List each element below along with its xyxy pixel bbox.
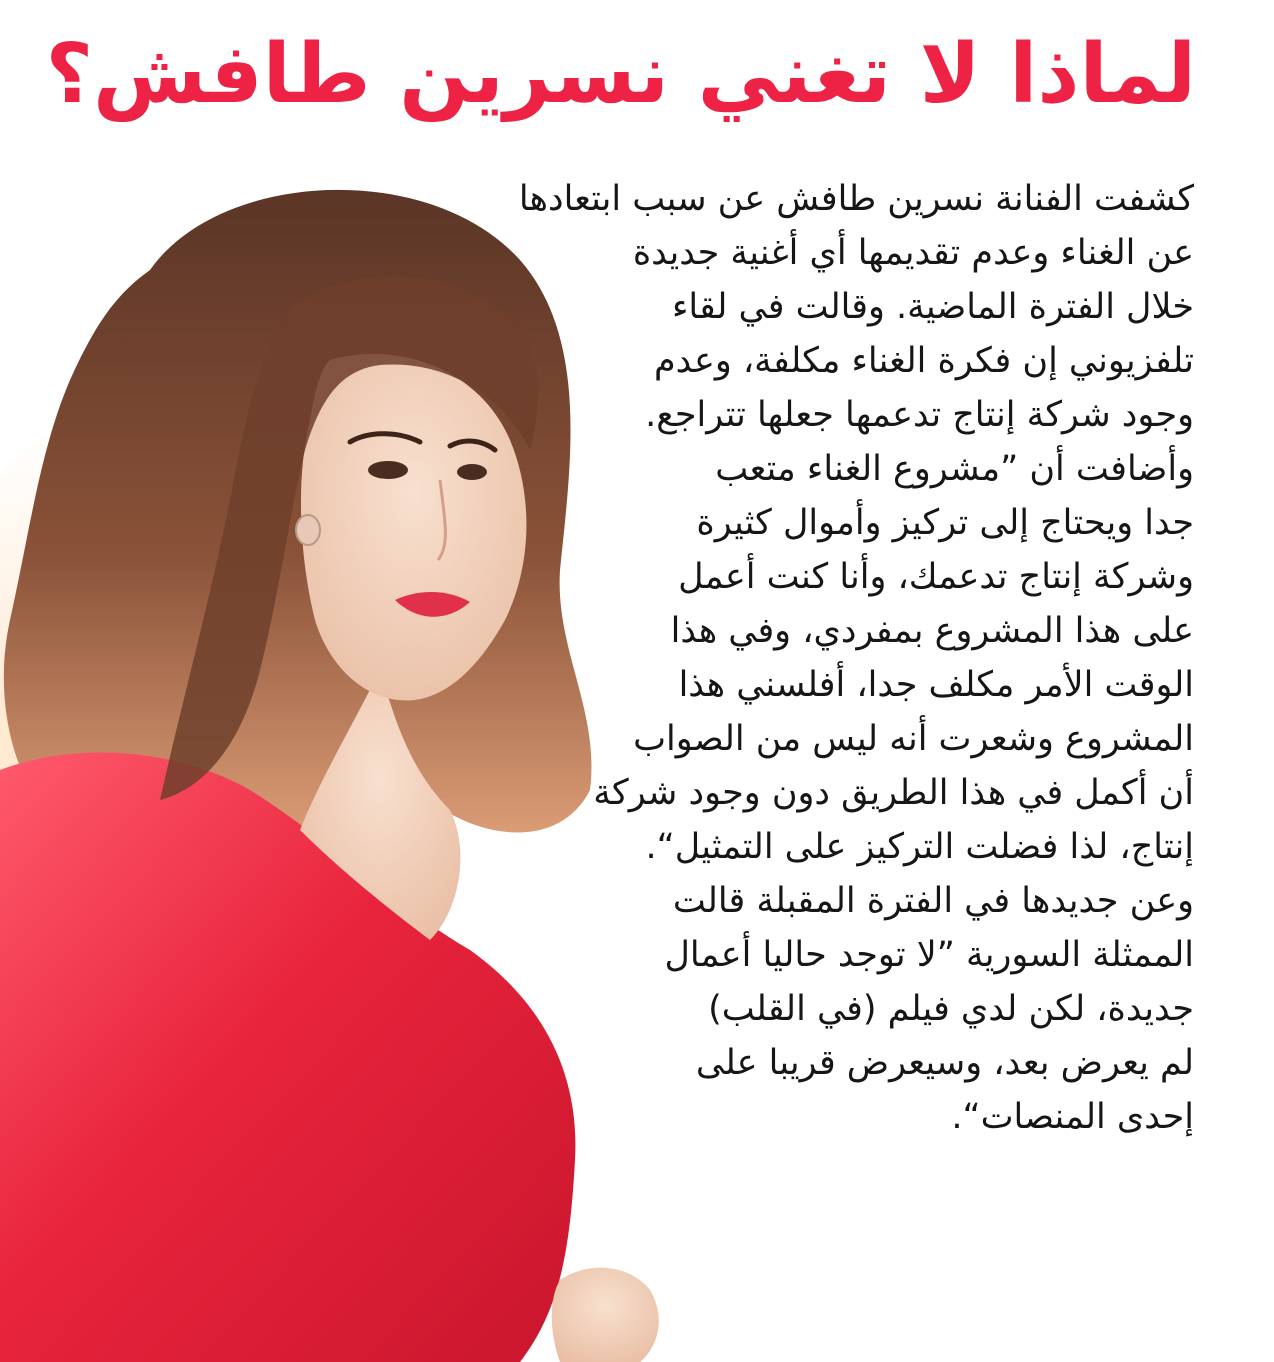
- body-line: إنتاج، لذا فضلت التركيز على التمثيل“.: [645, 827, 1194, 867]
- body-line: أن أكمل في هذا الطريق دون وجود شركة: [593, 773, 1194, 813]
- body-line: المشروع وشعرت أنه ليس من الصواب: [633, 719, 1194, 759]
- body-line: وأضافت أن ”مشروع الغناء متعب: [715, 449, 1194, 489]
- body-line: كشفت الفنانة نسرين طافش عن سبب ابتعادها: [518, 179, 1194, 219]
- right-eye: [457, 464, 487, 480]
- body-line: لم يعرض بعد، وسيعرض قريبا على: [695, 1043, 1194, 1083]
- hand: [552, 1268, 659, 1362]
- article-body: [494, 172, 1194, 1144]
- body-line: خلال الفترة الماضية. وقالت في لقاء: [671, 287, 1194, 327]
- body-line: وجود شركة إنتاج تدعمها جعلها تتراجع.: [645, 395, 1194, 435]
- body-line: على هذا المشروع بمفردي، وفي هذا: [670, 611, 1194, 651]
- left-eye: [368, 461, 408, 479]
- article-headline: لماذا لا تغني نسرين طافش؟: [45, 27, 1196, 122]
- body-line: الوقت الأمر مكلف جدا، أفلسني هذا: [678, 665, 1194, 705]
- body-line: جدا ويحتاج إلى تركيز وأموال كثيرة: [696, 503, 1194, 543]
- body-line: تلفزيوني إن فكرة الغناء مكلفة، وعدم: [653, 341, 1194, 381]
- body-line: إحدى المنصات“.: [951, 1097, 1194, 1137]
- body-line: الممثلة السورية ”لا توجد حاليا أعمال: [664, 935, 1194, 975]
- earring: [296, 515, 320, 545]
- body-line: وشركة إنتاج تدعمك، وأنا كنت أعمل: [678, 557, 1194, 597]
- body-line: جديدة، لكن لدي فيلم (في القلب): [708, 989, 1194, 1029]
- body-line: وعن جديدها في الفترة المقبلة قالت: [672, 881, 1194, 921]
- body-line: عن الغناء وعدم تقديمها أي أغنية جديدة: [632, 233, 1194, 273]
